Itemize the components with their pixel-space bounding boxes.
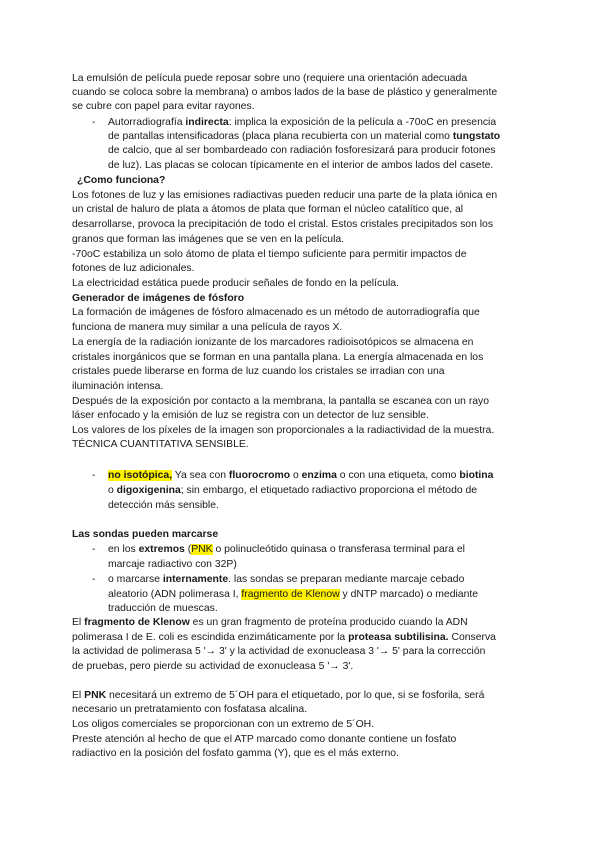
bullet-line: aleatorio (ADN polimerasa I, fragmento de Klenow y dNTP marcado) o mediante xyxy=(108,589,479,600)
paragraph-line: un cristal de haluro de plata a átomos de plata que forman el núcleo catalítico que, al xyxy=(72,204,464,215)
paragraph-line: La energía de la radiación ionizante de los marcadores radioisotópicos se almacena en xyxy=(72,337,474,348)
paragraph-line: polimerasa I de E. coli es escindida enzimáticamente por la proteasa subtilisina. Conserva xyxy=(72,632,496,643)
paragraph-line: TÉCNICA CUANTITATIVA SENSIBLE. xyxy=(72,439,249,450)
section-heading: ¿Como funciona? xyxy=(77,175,166,186)
paragraph-line: La electricidad estática puede producir señales de fondo en la película. xyxy=(72,278,399,289)
paragraph-line: necesario un pretratamiento con fosfatasa alcalina. xyxy=(72,704,308,715)
paragraph-line: iluminación intensa. xyxy=(72,381,164,392)
paragraph-line: Los valores de los píxeles de la imagen son proporcionales a la radiactividad de la muestra. xyxy=(72,425,495,436)
paragraph-line: radiactivo en la posición del fosfato gamma (Y), que es el más externo. xyxy=(72,748,399,759)
bullet-line: marcaje radiactivo con 32P) xyxy=(108,559,237,570)
paragraph-line: -70oC estabiliza un solo átomo de plata el tiempo suficiente para permitir impactos de xyxy=(72,249,467,260)
paragraph-line: desarrollarse, provoca la precipitación de todo el cristal. Estos cristales precipitados son los xyxy=(72,219,494,230)
paragraph-line: La formación de imágenes de fósforo almacenado es un método de autorradiografía que xyxy=(72,307,480,318)
bullet-line: en los extremos (PNK o polinucleótido quinasa o transferasa terminal para el xyxy=(108,544,465,555)
highlight: fragmento de Klenow xyxy=(241,589,340,600)
paragraph-line: de pruebas, pero pierde su actividad de exonucleasa 5 '→ 3'. xyxy=(72,661,354,672)
paragraph-line: La emulsión de película puede reposar sobre uno (requiere una orientación adecuada xyxy=(72,73,468,84)
bullet-dash: - xyxy=(92,470,96,481)
bullet-line: o marcarse internamente. las sondas se preparan mediante marcaje cebado xyxy=(108,574,465,585)
paragraph-line: la actividad de polimerasa 5 '→ 3' y la actividad de exonucleasa 3 '→ 5' para la corrección xyxy=(72,646,486,657)
bullet-line: de luz). Las placas se colocan típicamente en el interior de ambos lados del casete. xyxy=(108,160,494,171)
paragraph-line: funciona de manera muy similar a una película de rayos X. xyxy=(72,322,343,333)
paragraph-line: El PNK necesitará un extremo de 5´OH para el etiquetado, por lo que, si se fosforila, será xyxy=(72,690,485,701)
paragraph-line: Preste atención al hecho de que el ATP marcado como donante contiene un fosfato xyxy=(72,734,457,745)
paragraph-line: granos que forman las imágenes que se ven en la película. xyxy=(72,234,345,245)
highlight: PNK xyxy=(191,544,213,555)
bullet-line: no isotópica, Ya sea con fluorocromo o enzima o con una etiqueta, como biotina xyxy=(108,470,494,481)
bullet-line: de calcio, que al ser bombardeado con radiación fosforesizará para producir fotones xyxy=(108,145,496,156)
paragraph-line: láser enfocado y la emisión de luz se registra con un detector de luz sensible. xyxy=(72,410,429,421)
bullet-line: Autorradiografía indirecta: implica la exposición de la película a -70oC en presencia xyxy=(108,117,497,128)
bullet-dash: - xyxy=(92,117,96,128)
bullet-dash: - xyxy=(92,544,96,555)
highlight: no isotópica, xyxy=(108,470,173,481)
paragraph-line: Los fotones de luz y las emisiones radiactivas pueden reducir una parte de la plata iónica en xyxy=(72,190,498,201)
bullet-line: o digoxigenina; sin embargo, el etiquetado radiactivo proporciona el método de xyxy=(108,485,478,496)
paragraph-line: se cubre con papel para evitar rayones. xyxy=(72,101,255,112)
bullet-line: traducción de muescas. xyxy=(108,603,218,614)
bullet-line: detección más sensible. xyxy=(108,500,219,511)
paragraph-line: fotones de luz adicionales. xyxy=(72,263,195,274)
paragraph-line: cristales puede liberarse en forma de luz cuando los cristales se irradian con una xyxy=(72,366,445,377)
bullet-line: de pantallas intensificadoras (placa plana recubierta con un material como tungstato xyxy=(108,131,501,142)
section-heading: Generador de imágenes de fósforo xyxy=(72,293,245,304)
paragraph-line: Después de la exposición por contacto a la membrana, la pantalla se escanea con un rayo xyxy=(72,396,490,407)
section-heading: Las sondas pueden marcarse xyxy=(72,529,219,540)
paragraph-line: El fragmento de Klenow es un gran fragmento de proteína producido cuando la ADN xyxy=(72,617,468,628)
bullet-dash: - xyxy=(92,574,96,585)
paragraph-line: cristales inorgánicos que se forman en una pantalla plana. La energía almacenada en los xyxy=(72,352,484,363)
paragraph-line: Los oligos comerciales se proporcionan con un extremo de 5´OH. xyxy=(72,719,375,730)
paragraph-line: cuando se coloca sobre la membrana) o ambos lados de la base de plástico y generalmente xyxy=(72,87,498,98)
